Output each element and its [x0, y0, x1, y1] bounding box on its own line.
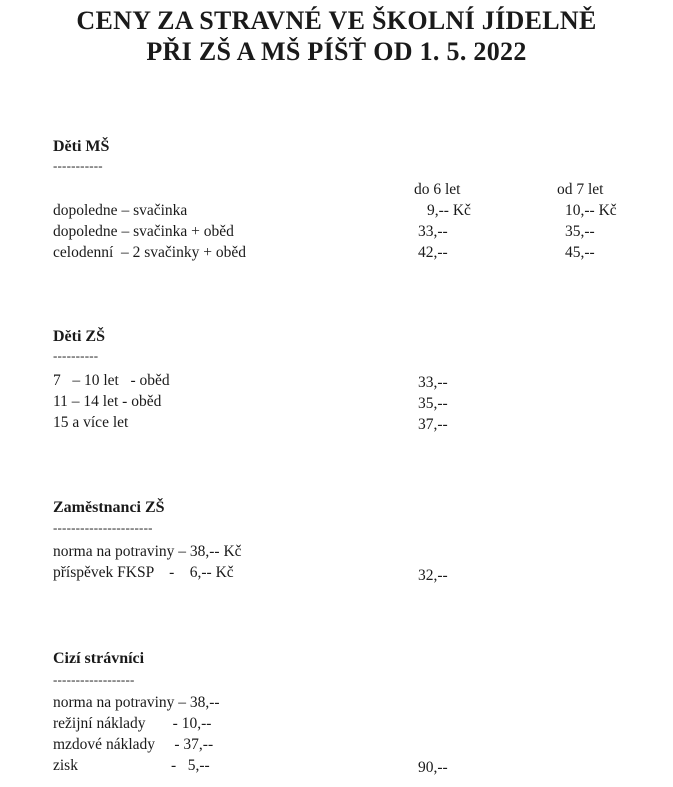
price-cell: 9,-- Kč — [427, 202, 471, 219]
heading-underline: ---------------------- — [53, 520, 153, 535]
price-cell: 32,-- — [418, 567, 448, 584]
price-row-label: zisk - 5,-- — [53, 757, 210, 774]
section-heading: Děti ZŠ — [53, 328, 105, 345]
title-line-2: PŘI ZŠ A MŠ PÍŠŤ OD 1. 5. 2022 — [146, 37, 527, 66]
section-heading: Zaměstnanci ZŠ — [53, 499, 165, 516]
price-row-label: mzdové náklady - 37,-- — [53, 736, 214, 753]
price-row-label: 15 a více let — [53, 414, 129, 431]
section-heading: Cizí strávníci — [53, 650, 145, 667]
column-header-over-7: od 7 let — [557, 181, 604, 198]
section-heading: Děti MŠ — [53, 138, 110, 155]
price-cell: 35,-- — [418, 395, 448, 412]
price-cell: 33,-- — [418, 223, 448, 240]
price-row-label: norma na potraviny – 38,-- Kč — [53, 543, 242, 560]
heading-underline: ----------- — [53, 158, 103, 173]
price-cell: 37,-- — [418, 416, 448, 433]
price-cell: 35,-- — [565, 223, 595, 240]
heading-underline: ---------- — [53, 348, 99, 363]
price-row-label: režijní náklady - 10,-- — [53, 715, 212, 732]
price-cell: 42,-- — [418, 244, 448, 261]
price-cell: 90,-- — [418, 759, 448, 776]
price-row-label: celodenní – 2 svačinky + oběd — [53, 244, 246, 261]
price-row-label: dopoledne – svačinka — [53, 202, 188, 219]
title-line-1: CENY ZA STRAVNÉ VE ŠKOLNÍ JÍDELNĚ — [76, 6, 597, 35]
price-cell: 10,-- Kč — [565, 202, 617, 219]
price-cell: 45,-- — [565, 244, 595, 261]
price-row-label: příspěvek FKSP - 6,-- Kč — [53, 564, 234, 581]
column-header-under-6: do 6 let — [414, 181, 461, 198]
price-row-label: 11 – 14 let - oběd — [53, 393, 162, 410]
price-row-label: 7 – 10 let - oběd — [53, 372, 170, 389]
price-row-label: norma na potraviny – 38,-- — [53, 694, 220, 711]
heading-underline: ------------------ — [53, 672, 135, 687]
price-row-label: dopoledne – svačinka + oběd — [53, 223, 234, 240]
price-cell: 33,-- — [418, 374, 448, 391]
